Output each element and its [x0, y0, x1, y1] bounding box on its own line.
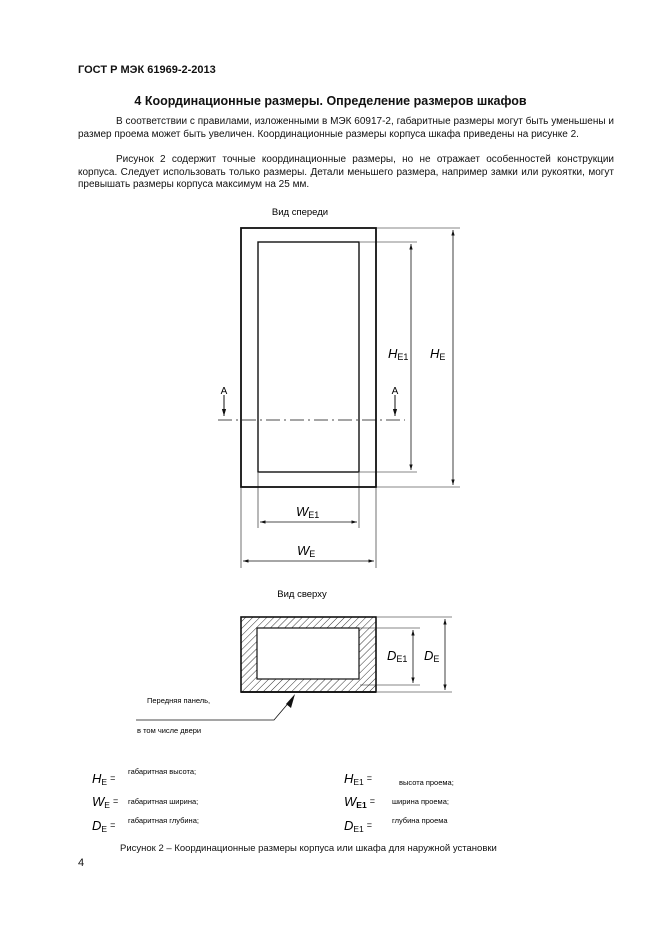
legend-sym-we: [92, 794, 118, 810]
dim-he1-main: H: [388, 346, 398, 361]
paragraph-2-text: Рисунок 2 содержит точные координационные размеры, но не отражает особенностей конструкции корпуса. Следует использовать только размеры. Детали меньшего размера, например замки или рукоятки, могут превышать размеры корпуса максимум на 25 мм.: [78, 154, 614, 191]
paragraph-1-text: В соответствии с правилами, изложенными в МЭК 60917-2, габаритные размеры могут быть уменьшены и размер проема может быть увеличен. Координационные размеры корпуса шкафа приведены на рисунке 2.: [78, 116, 614, 140]
legend-sym-sub: E1: [353, 777, 364, 787]
front-panel-note-1: Передняя панель,: [147, 696, 211, 705]
legend-sym-sub: E1: [356, 800, 367, 810]
dim-de1-sub: E1: [396, 654, 408, 664]
legend-eq: =: [369, 796, 375, 806]
legend-text-he1: высота проема;: [399, 778, 454, 787]
legend-sym-sub: E: [104, 800, 110, 810]
legend-sym-we1: [344, 794, 375, 810]
legend-sym-main: D: [92, 818, 102, 833]
legend-sym-sub: E: [101, 777, 108, 787]
legend-text-we: габаритная ширина;: [128, 797, 199, 806]
document-header: ГОСТ Р МЭК 61969-2-2013: [78, 64, 216, 76]
dim-de-main: D: [424, 648, 434, 663]
dim-he-main: H: [430, 346, 440, 361]
dim-we-main: W: [297, 543, 310, 558]
legend-text-de1: глубина проема: [392, 816, 448, 825]
cabinet-outer-outline: [241, 228, 376, 487]
legend-sym-de1: [344, 818, 372, 834]
legend-text-de: габаритная глубина;: [128, 816, 199, 825]
dimension-de1-label: [387, 648, 407, 664]
legend-sym-sub: E1: [353, 824, 364, 834]
figure-caption: Рисунок 2 – Координационные размеры корпуса или шкафа для наружной установки: [120, 843, 497, 854]
dim-he1-sub: E1: [397, 352, 409, 362]
legend: [92, 767, 454, 834]
dim-we1-main: W: [296, 504, 309, 519]
legend-sym-sub: E: [101, 824, 108, 834]
section-title: 4 Координационные размеры. Определение размеров шкафов: [134, 94, 527, 108]
legend-sym-main: W: [344, 794, 357, 809]
legend-eq: =: [366, 773, 373, 783]
section-marker-left: A: [220, 386, 228, 397]
dimension-he-label: [430, 346, 445, 362]
dim-we-sub: E: [309, 549, 316, 559]
dimension-he1-label: [388, 346, 408, 362]
legend-sym-main: D: [344, 818, 354, 833]
page-number: 4: [78, 857, 85, 869]
legend-text-he: габаритная высота;: [128, 767, 197, 776]
top-view-label: Вид сверху: [277, 589, 327, 600]
legend-text-we1: ширина проема;: [392, 797, 449, 806]
legend-sym-he: [92, 771, 115, 787]
dimension-we1-label: [296, 504, 319, 520]
dim-de-sub: E: [433, 654, 440, 664]
top-view-inner: [257, 628, 359, 679]
legend-eq: =: [110, 773, 116, 783]
legend-sym-main: W: [92, 794, 105, 809]
dimension-de-label: [424, 648, 439, 664]
dim-we1-sub: E1: [308, 510, 320, 520]
section-marker-right: A: [391, 386, 399, 397]
legend-eq: =: [112, 796, 119, 806]
leader-arrowhead: [286, 694, 295, 708]
dim-he-sub: E: [439, 352, 446, 362]
legend-eq: =: [110, 820, 116, 830]
legend-sym-he1: [344, 771, 372, 787]
legend-sym-de: [92, 818, 115, 834]
front-view-label: Вид спереди: [271, 207, 329, 218]
legend-eq: =: [366, 820, 373, 830]
dimension-we-label: [297, 543, 315, 559]
legend-sym-main: H: [92, 771, 102, 786]
legend-sym-main: H: [344, 771, 354, 786]
front-panel-note-2: в том числе двери: [137, 726, 202, 735]
cabinet-opening-outline: [258, 242, 359, 472]
dim-de1-main: D: [387, 648, 397, 663]
